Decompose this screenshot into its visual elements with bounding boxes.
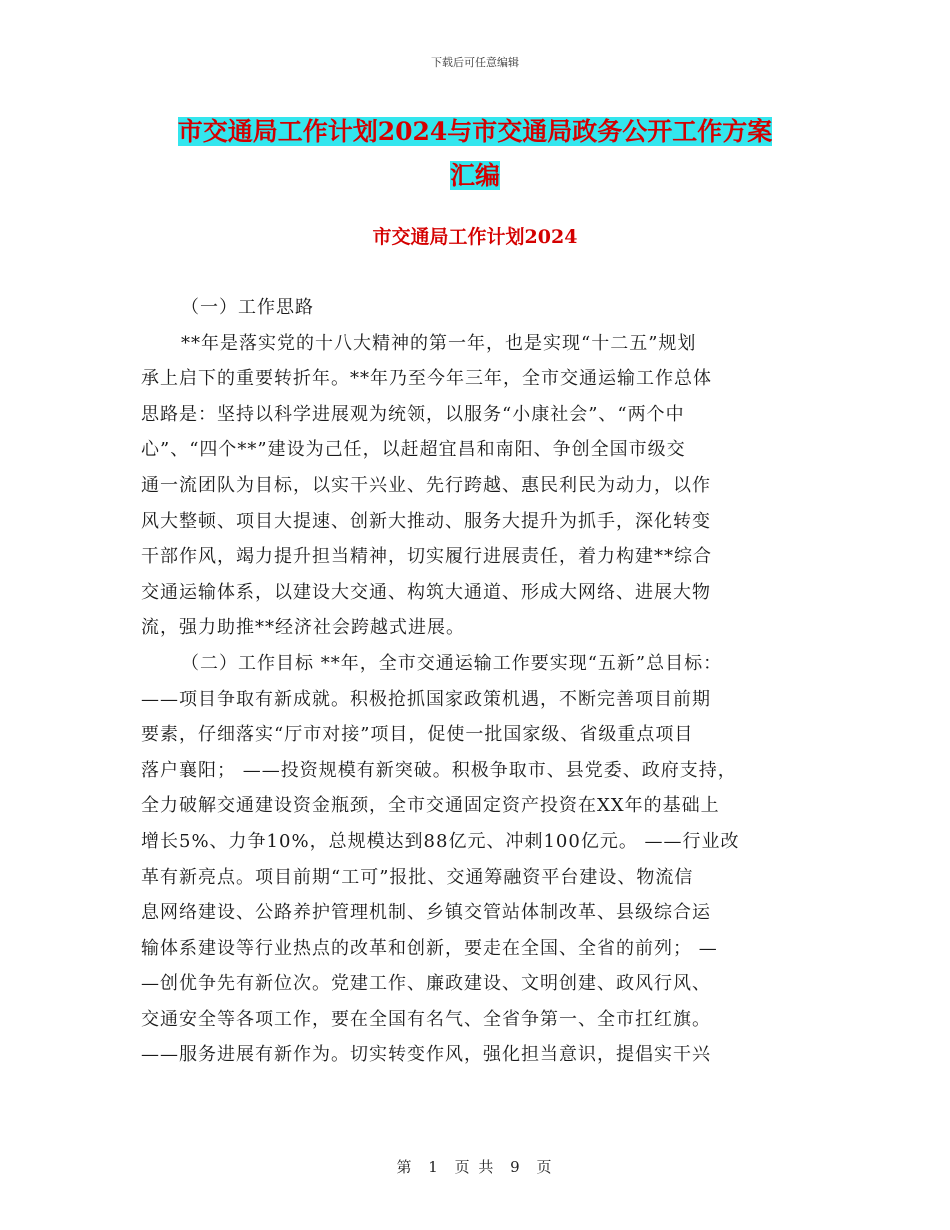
paragraph-line: 心”、“四个**”建设为己任，以赶超宜昌和南阳、争创全国市级交 bbox=[141, 439, 686, 461]
section-title: 市交通局工作计划2024 bbox=[372, 226, 578, 248]
title-line-2: 汇编 bbox=[449, 161, 500, 190]
paragraph-line: —创优争先有新位次。党建工作、廉政建设、文明创建、政风行风、 bbox=[141, 973, 711, 995]
page-footer bbox=[0, 1156, 950, 1177]
paragraph-line: 交通安全等各项工作，要在全国有名气、全省争第一、全市扛红旗。 bbox=[141, 1008, 711, 1030]
paragraph-line: 流，强力助推**经济社会跨越式进展。 bbox=[141, 617, 465, 639]
footer-suffix: 页 bbox=[536, 1158, 554, 1176]
paragraph-line: 思路是：坚持以科学进展观为统领，以服务“小康社会”、“两个中 bbox=[141, 403, 685, 425]
paragraph-line: 增长5%、力争10%，总规模达到88亿元、冲刺100亿元。 ——行业改 bbox=[141, 830, 740, 852]
footer-mid: 页 共 bbox=[454, 1158, 496, 1176]
paragraph-line: 输体系建设等行业热点的改革和创新，要走在全国、全省的前列； — bbox=[141, 937, 718, 959]
paragraph-line: （二）工作目标 **年，全市交通运输工作要实现“五新”总目标： bbox=[181, 652, 723, 674]
paragraph-line: 风大整顿、项目大提速、创新大推动、服务大提升为抓手，深化转变 bbox=[141, 510, 711, 532]
body-text bbox=[141, 290, 816, 1073]
paragraph-line: 要素，仔细落实“厅市对接”项目，促使一批国家级、省级重点项目 bbox=[141, 724, 694, 746]
paragraph-line: （一）工作思路 bbox=[181, 297, 314, 318]
paragraph-line: 交通运输体系，以建设大交通、构筑大通道、形成大网络、进展大物 bbox=[141, 581, 711, 603]
paragraph-line: 息网络建设、公路养护管理机制、乡镇交管站体制改革、县级综合运 bbox=[141, 902, 711, 924]
title-line-1: 市交通局工作计划2024与市交通局政务公开工作方案 bbox=[177, 117, 773, 146]
paragraph-line: 干部作风，竭力提升担当精神，切实履行进展责任，着力构建**综合 bbox=[141, 546, 712, 568]
footer-page-number: 1 bbox=[428, 1158, 440, 1176]
paragraph-line: 全力破解交通建设资金瓶颈，全市交通固定资产投资在XX年的基础上 bbox=[141, 795, 720, 817]
paragraph-line: **年是落实党的十八大精神的第一年，也是实现“十二五”规划 bbox=[181, 332, 697, 354]
paragraph-line: ——项目争取有新成就。积极抢抓国家政策机遇，不断完善项目前期 bbox=[141, 688, 711, 710]
paragraph-line: 承上启下的重要转折年。**年乃至今年三年，全市交通运输工作总体 bbox=[141, 368, 712, 390]
footer-prefix: 第 bbox=[396, 1158, 414, 1176]
document-title bbox=[130, 110, 820, 198]
paragraph-line: 落户襄阳； ——投资规模有新突破。积极争取市、县党委、政府支持， bbox=[141, 759, 737, 781]
paragraph-line: 革有新亮点。项目前期“工可”报批、交通筹融资平台建设、物流信 bbox=[141, 866, 694, 888]
paragraph-line: 通一流团队为目标，以实干兴业、先行跨越、惠民利民为动力，以作 bbox=[141, 474, 711, 496]
footer-total-pages: 9 bbox=[510, 1158, 522, 1176]
header-note: 下载后可任意编辑 bbox=[431, 56, 519, 69]
paragraph-line: ——服务进展有新作为。切实转变作风，强化担当意识，提倡实干兴 bbox=[141, 1044, 711, 1066]
